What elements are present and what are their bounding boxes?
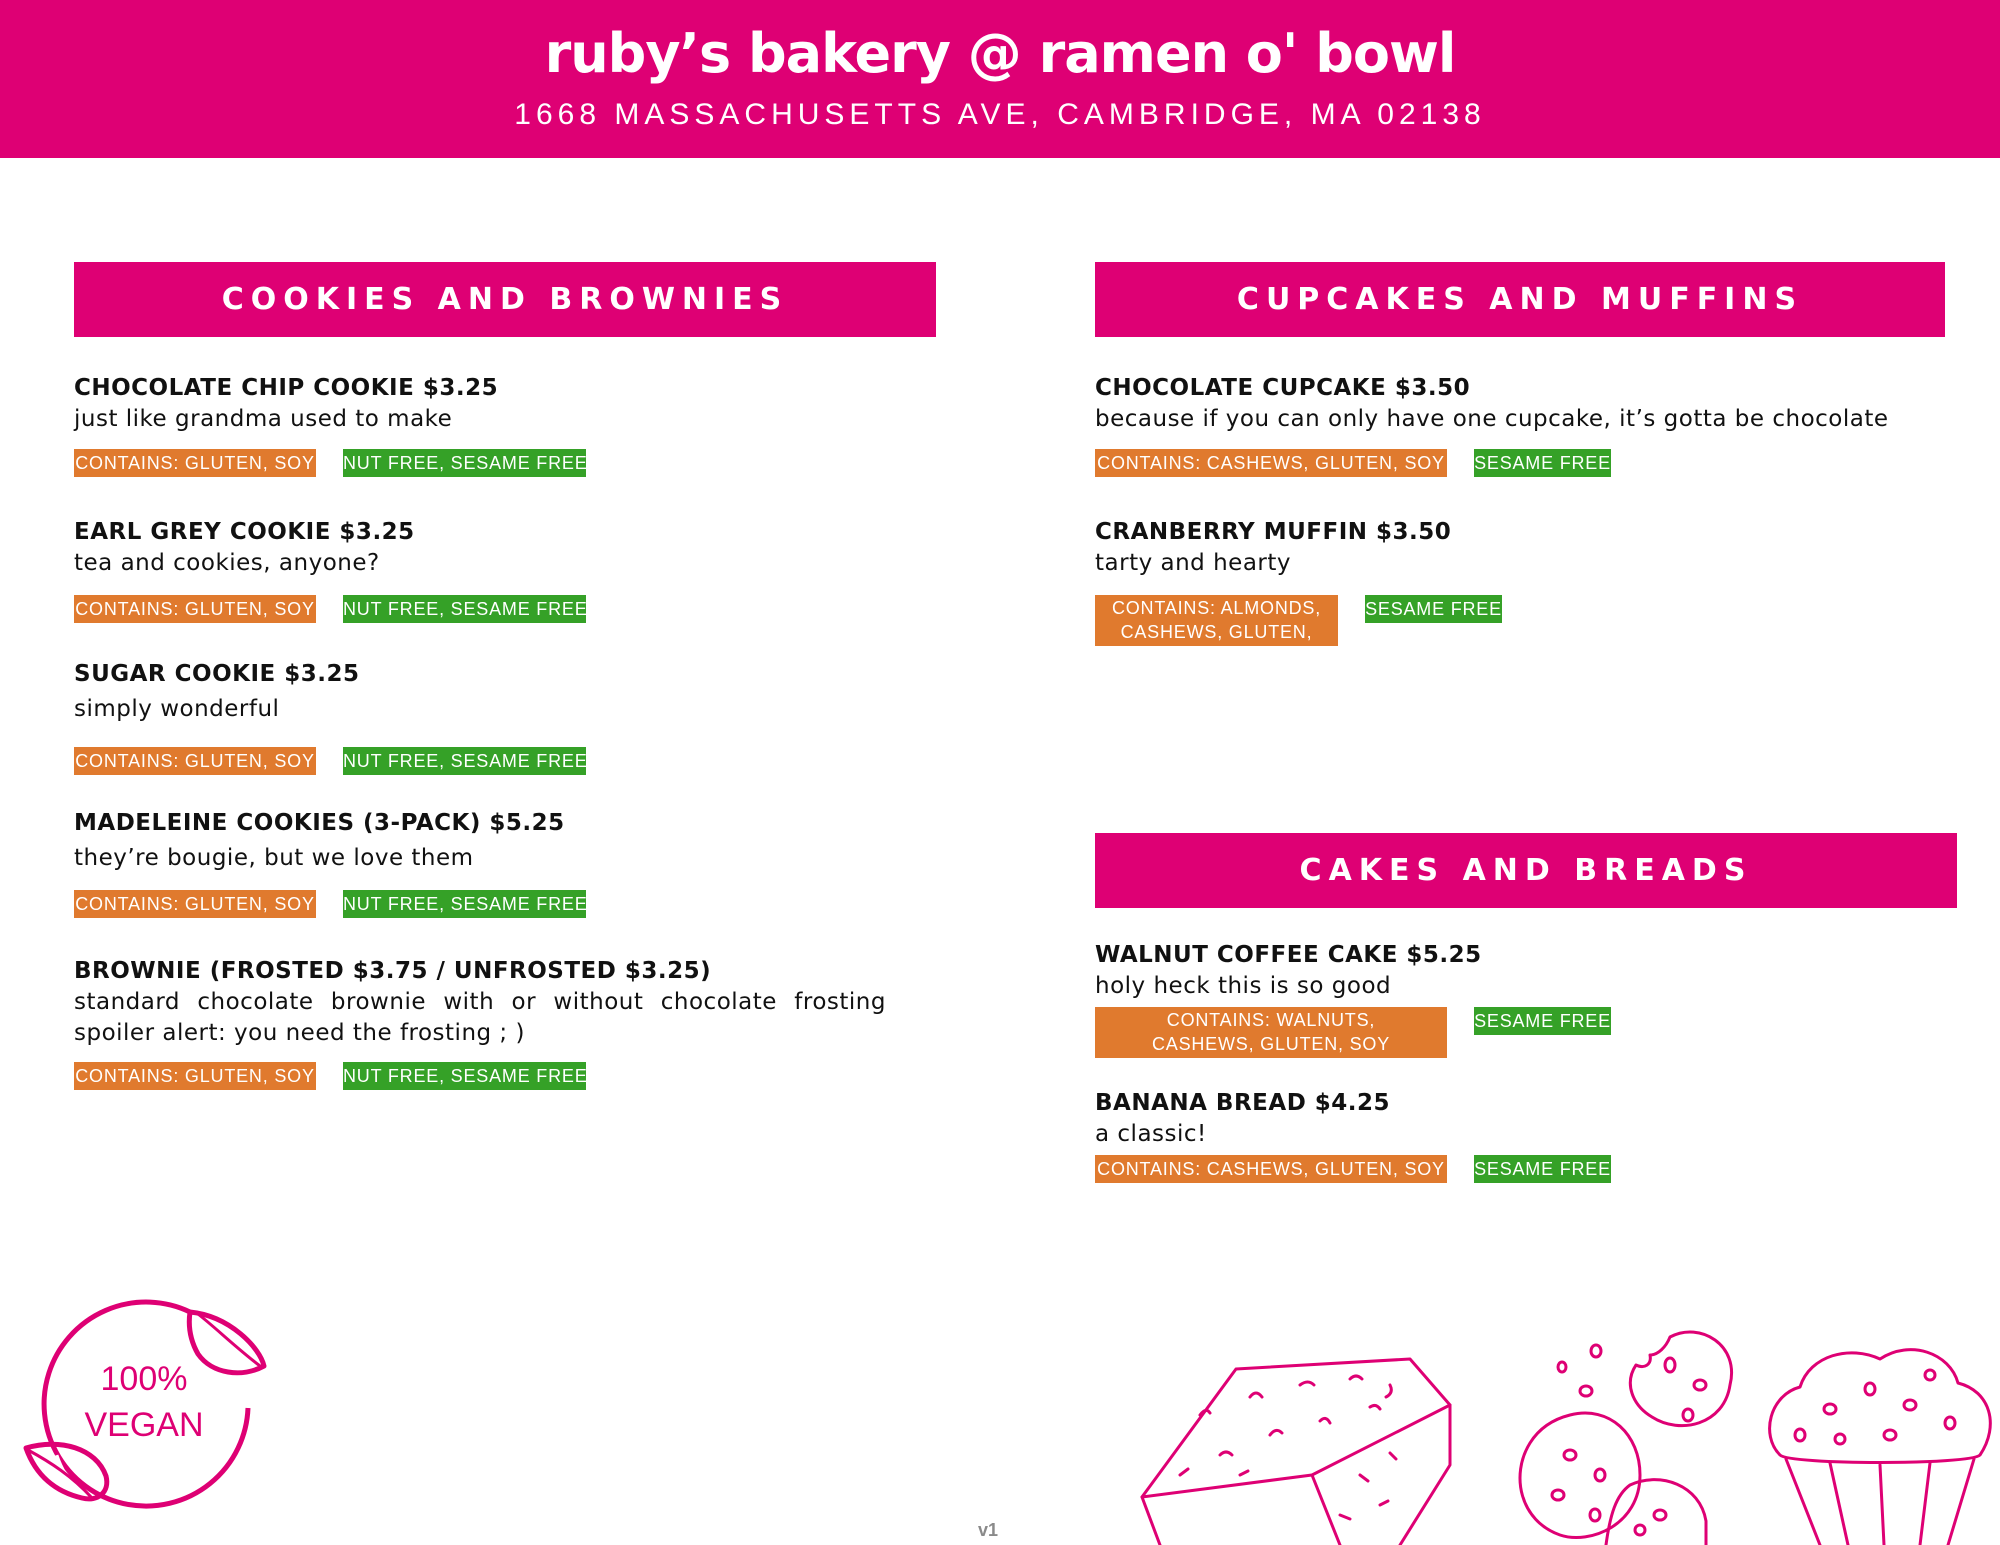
bakery-illustration <box>1140 1325 2000 1545</box>
contains-tag: CONTAINS: WALNUTS, CASHEWS, GLUTEN, SOY <box>1095 1007 1447 1058</box>
menu-item <box>74 807 924 874</box>
item-name: CHOCOLATE CUPCAKE $3.50 <box>1095 375 1471 401</box>
free-tag: SESAME FREE <box>1474 1007 1611 1035</box>
free-tag: SESAME FREE <box>1365 595 1502 623</box>
contains-tag: CONTAINS: GLUTEN, SOY <box>74 595 316 623</box>
menu-item <box>74 516 924 579</box>
menu-item <box>1095 1087 1945 1150</box>
free-tag: NUT FREE, SESAME FREE <box>343 449 586 477</box>
item-name: CRANBERRY MUFFIN $3.50 <box>1095 519 1452 545</box>
contains-tag: CONTAINS: CASHEWS, GLUTEN, SOY <box>1095 449 1447 477</box>
menu-item <box>74 372 924 435</box>
item-description: holy heck this is so good <box>1095 973 1392 999</box>
contains-tag: CONTAINS: GLUTEN, SOY <box>74 1062 316 1090</box>
item-name: MADELEINE COOKIES (3-PACK) $5.25 <box>74 810 565 836</box>
item-name: SUGAR COOKIE $3.25 <box>74 661 360 687</box>
menu-item <box>74 658 924 725</box>
vegan-badge-icon <box>20 1288 280 1528</box>
section-heading-cakes: CAKES AND BREADS <box>1095 833 1957 908</box>
item-name: CHOCOLATE CHIP COOKIE $3.25 <box>74 375 499 401</box>
contains-tag: CONTAINS: ALMONDS, CASHEWS, GLUTEN, SOY <box>1095 595 1338 646</box>
free-tag: SESAME FREE <box>1474 449 1611 477</box>
item-description: tarty and hearty <box>1095 550 1291 576</box>
item-name: BROWNIE (FROSTED $3.75 / UNFROSTED $3.25) <box>74 958 712 984</box>
item-description: simply wonderful <box>74 696 280 722</box>
item-name: EARL GREY COOKIE $3.25 <box>74 519 415 545</box>
contains-tag: CONTAINS: CASHEWS, GLUTEN, SOY <box>1095 1155 1447 1183</box>
bakery-title: ruby’s bakery @ ramen o' bowl <box>544 22 1456 85</box>
cookie-illustration <box>1520 1332 1732 1545</box>
free-tag: SESAME FREE <box>1474 1155 1611 1183</box>
free-tag: NUT FREE, SESAME FREE <box>343 747 586 775</box>
item-description: just like grandma used to make <box>74 406 453 432</box>
menu-item <box>74 955 924 1049</box>
item-description: because if you can only have one cupcake, it’s gotta be chocolate <box>1095 406 1889 432</box>
menu-item <box>1095 939 1945 1002</box>
badge-line1: 100% <box>100 1360 188 1398</box>
contains-tag: CONTAINS: GLUTEN, SOY <box>74 747 316 775</box>
item-name: BANANA BREAD $4.25 <box>1095 1090 1391 1116</box>
free-tag: NUT FREE, SESAME FREE <box>343 595 586 623</box>
free-tag: NUT FREE, SESAME FREE <box>343 1062 586 1090</box>
free-tag: NUT FREE, SESAME FREE <box>343 890 586 918</box>
section-heading-cupcakes: CUPCAKES AND MUFFINS <box>1095 262 1945 337</box>
item-description-note: spoiler alert: you need the frosting ; ) <box>74 1020 525 1046</box>
menu-header <box>0 0 2000 158</box>
item-description: a classic! <box>1095 1121 1207 1147</box>
section-heading-cookies: COOKIES AND BROWNIES <box>74 262 936 337</box>
contains-tag: CONTAINS: GLUTEN, SOY <box>74 890 316 918</box>
badge-line2: VEGAN <box>84 1406 204 1444</box>
brownie-illustration <box>1142 1359 1450 1545</box>
contains-tag: CONTAINS: GLUTEN, SOY <box>74 449 316 477</box>
version-label: v1 <box>978 1520 999 1540</box>
item-description: tea and cookies, anyone? <box>74 550 380 576</box>
menu-item <box>1095 372 1985 435</box>
menu-item <box>1095 516 1945 579</box>
muffin-illustration <box>1770 1350 1991 1545</box>
item-name: WALNUT COFFEE CAKE $5.25 <box>1095 942 1482 968</box>
bakery-address: 1668 MASSACHUSETTS AVE, CAMBRIDGE, MA 02138 <box>514 98 1486 131</box>
item-description: they’re bougie, but we love them <box>74 845 474 871</box>
item-description: standard chocolate brownie with or without chocolate frosting <box>74 989 886 1015</box>
